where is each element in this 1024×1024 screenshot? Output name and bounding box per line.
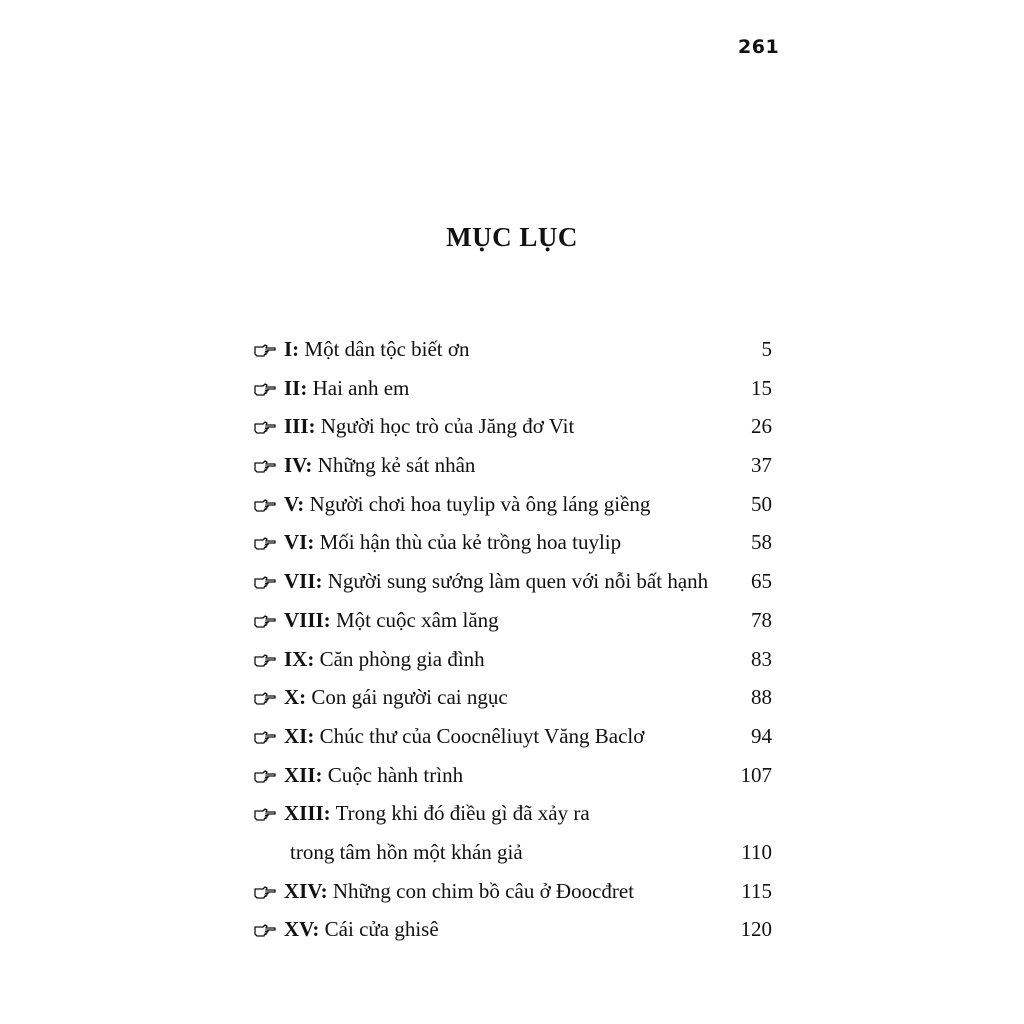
chapter-page: 50: [751, 491, 772, 516]
toc-entry: [254, 485, 772, 524]
chapter-title: Những kẻ sát nhân: [317, 453, 476, 478]
chapter-number: VII:: [284, 569, 323, 594]
pointing-hand-icon: [254, 420, 276, 434]
chapter-page: 15: [751, 375, 772, 400]
pointing-hand-icon: [254, 885, 276, 899]
chapter-title-continuation: trong tâm hồn một khán giả: [290, 839, 523, 864]
chapter-title: Những con chim bồ câu ở Đoocđret: [332, 878, 635, 903]
chapter-page: 94: [751, 723, 772, 748]
chapter-title: Cái cửa ghisê: [324, 917, 439, 942]
chapter-page: 115: [741, 878, 772, 903]
chapter-title: Chúc thư của Coocnêliuyt Văng Baclơ: [319, 723, 645, 748]
chapter-title: Người học trò của Jăng đơ Vit: [320, 414, 575, 439]
chapter-page: 110: [741, 839, 772, 864]
chapter-number: XI:: [284, 723, 315, 748]
chapter-number: XIII:: [284, 801, 331, 826]
chapter-page: 5: [761, 337, 772, 361]
pointing-hand-icon: [254, 343, 276, 357]
chapter-title: Người sung sướng làm quen với nỗi bất hạnh: [327, 569, 709, 594]
chapter-title: Căn phòng gia đình: [319, 646, 485, 671]
chapter-number: III:: [284, 414, 316, 439]
pointing-hand-icon: [254, 769, 276, 783]
page-title: MỤC LỤC: [446, 222, 578, 252]
chapter-number: XV:: [284, 917, 320, 942]
toc-entry: [254, 756, 772, 795]
toc-entry: [254, 640, 772, 679]
toc-entry: [254, 330, 772, 369]
pointing-hand-icon: [254, 923, 276, 937]
pointing-hand-icon: [254, 575, 276, 589]
chapter-page: 78: [751, 607, 772, 632]
chapter-number: II:: [284, 375, 308, 400]
page-number: 261: [738, 36, 780, 58]
pointing-hand-icon: [254, 536, 276, 550]
chapter-page: 65: [751, 569, 772, 594]
pointing-hand-icon: [254, 498, 276, 512]
chapter-title: Mối hận thù của kẻ trồng hoa tuylip: [319, 530, 622, 555]
toc-entry: [254, 717, 772, 756]
pointing-hand-icon: [254, 459, 276, 473]
pointing-hand-icon: [254, 807, 276, 821]
toc-entry: [254, 369, 772, 408]
chapter-page: 107: [740, 762, 772, 787]
toc-entry: [254, 794, 772, 833]
chapter-title: Người chơi hoa tuylip và ông láng giềng: [309, 491, 651, 516]
pointing-hand-icon: [254, 691, 276, 705]
chapter-number: I:: [284, 337, 300, 361]
pointing-hand-icon: [254, 730, 276, 744]
chapter-number: X:: [284, 685, 307, 710]
toc-entry: [254, 562, 772, 601]
chapter-title: Con gái người cai ngục: [311, 685, 508, 710]
chapter-number: XII:: [284, 762, 323, 787]
chapter-number: XIV:: [284, 878, 328, 903]
chapter-page: 26: [751, 414, 772, 439]
table-of-contents: [254, 330, 772, 949]
chapter-title: Một cuộc xâm lăng: [335, 607, 499, 632]
toc-entry: [254, 407, 772, 446]
chapter-page: 83: [751, 646, 772, 671]
chapter-page: 37: [751, 453, 772, 478]
toc-entry: [254, 872, 772, 911]
toc-entry-continuation: [254, 833, 772, 872]
toc-entry: [254, 910, 772, 949]
toc-entry: [254, 523, 772, 562]
pointing-hand-icon: [254, 653, 276, 667]
chapter-title: Hai anh em: [312, 375, 410, 400]
toc-entry: [254, 678, 772, 717]
pointing-hand-icon: [254, 382, 276, 396]
chapter-number: VI:: [284, 530, 315, 555]
toc-entry: [254, 446, 772, 485]
chapter-number: IX:: [284, 646, 315, 671]
chapter-page: 88: [751, 685, 772, 710]
chapter-title: Trong khi đó điều gì đã xảy ra: [335, 801, 590, 826]
chapter-page: 58: [751, 530, 772, 555]
pointing-hand-icon: [254, 614, 276, 628]
chapter-number: V:: [284, 491, 305, 516]
chapter-title: Một dân tộc biết ơn: [304, 337, 470, 361]
chapter-number: IV:: [284, 453, 313, 478]
toc-entry: [254, 601, 772, 640]
chapter-page: 120: [740, 917, 772, 942]
chapter-title: Cuộc hành trình: [327, 762, 464, 787]
chapter-number: VIII:: [284, 607, 331, 632]
